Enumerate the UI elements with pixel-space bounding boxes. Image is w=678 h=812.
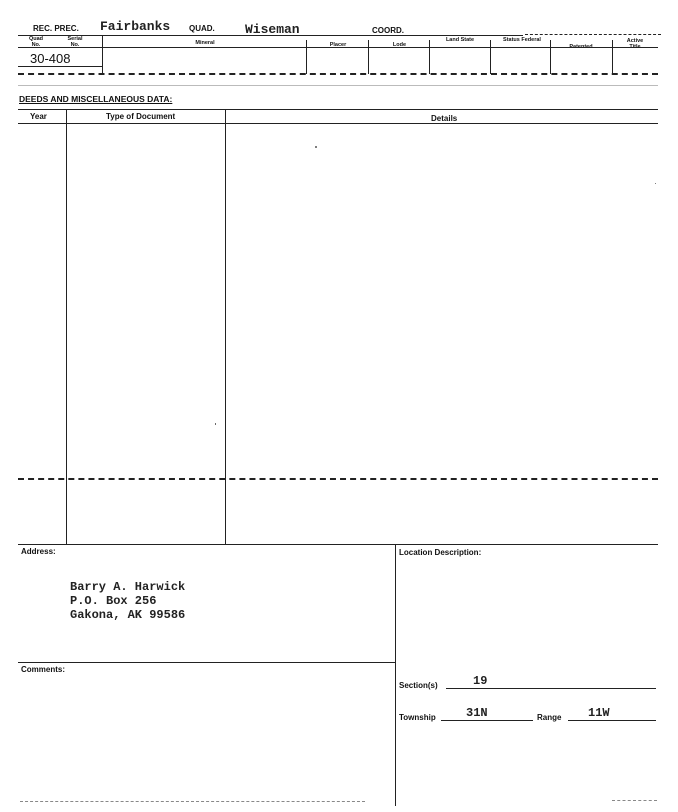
col-serial-no: Serial No. <box>67 36 83 48</box>
address-label: Address: <box>21 547 56 556</box>
col-active-title: Active Title <box>626 38 644 50</box>
range-value: 11W <box>588 706 610 720</box>
header-rule-faint <box>525 34 661 35</box>
deeds-col-details: Details <box>431 114 458 123</box>
address-block <box>70 580 185 622</box>
scan-speck <box>215 423 216 425</box>
deeds-heading: DEEDS AND MISCELLANEOUS DATA: <box>19 94 173 104</box>
col-placer: Placer <box>329 42 347 48</box>
comments-label: Comments: <box>21 665 66 674</box>
scan-noise-bottom-right <box>612 800 657 801</box>
quad-serial-value: 30-408 <box>30 51 71 66</box>
scan-speck <box>315 146 317 148</box>
deeds-top-rule <box>18 109 658 110</box>
address-comments-rule <box>18 662 395 663</box>
range-underline <box>568 720 656 721</box>
col-sep <box>490 40 491 74</box>
quad-value: Wiseman <box>245 22 300 37</box>
quad-label: QUAD. <box>189 24 215 33</box>
col-sep <box>612 40 613 74</box>
coord-label: COORD. <box>372 26 404 35</box>
section-underline <box>446 688 656 689</box>
header-bottom-dashed-rule <box>18 73 658 75</box>
column-header-rule <box>18 47 658 48</box>
township-label: Township <box>399 713 436 722</box>
location-label: Location Description: <box>399 548 482 557</box>
township-value: 31N <box>466 706 488 720</box>
address-line-2: P.O. Box 256 <box>70 594 157 608</box>
col-mineral: Mineral <box>195 40 215 46</box>
deeds-bottom-rule <box>18 544 658 545</box>
col-land-state: Land State <box>445 37 475 43</box>
address-line-1: Barry A. Harwick <box>70 580 186 594</box>
col-quad-no: Quad No. <box>28 36 44 48</box>
serial-rule <box>18 66 103 67</box>
col-lode: Lode <box>392 42 407 48</box>
col-patented: Patented <box>569 44 593 50</box>
col-sep <box>429 40 430 74</box>
header-rule <box>18 35 523 36</box>
col-sep <box>306 40 307 74</box>
address-location-divider <box>395 544 396 806</box>
faint-rule <box>18 85 658 86</box>
rec-prec-label: REC. PREC. <box>33 24 79 33</box>
township-underline <box>441 720 533 721</box>
deeds-col-year: Year <box>30 112 47 121</box>
range-label: Range <box>537 713 562 722</box>
deeds-col-type: Type of Document <box>106 112 176 121</box>
deeds-dashed-rule <box>18 478 658 480</box>
rec-prec-value: Fairbanks <box>100 19 171 34</box>
col-sep <box>102 35 103 74</box>
col-status-federal: Status Federal <box>503 37 541 43</box>
deeds-header-rule <box>18 123 658 124</box>
col-sep <box>368 40 369 74</box>
section-label: Section(s) <box>399 681 438 690</box>
col-sep <box>550 40 551 74</box>
scan-speck <box>655 183 656 184</box>
address-line-3: Gakona, AK 99586 <box>70 608 186 622</box>
scan-noise-bottom <box>20 801 365 802</box>
section-value: 19 <box>473 674 488 688</box>
